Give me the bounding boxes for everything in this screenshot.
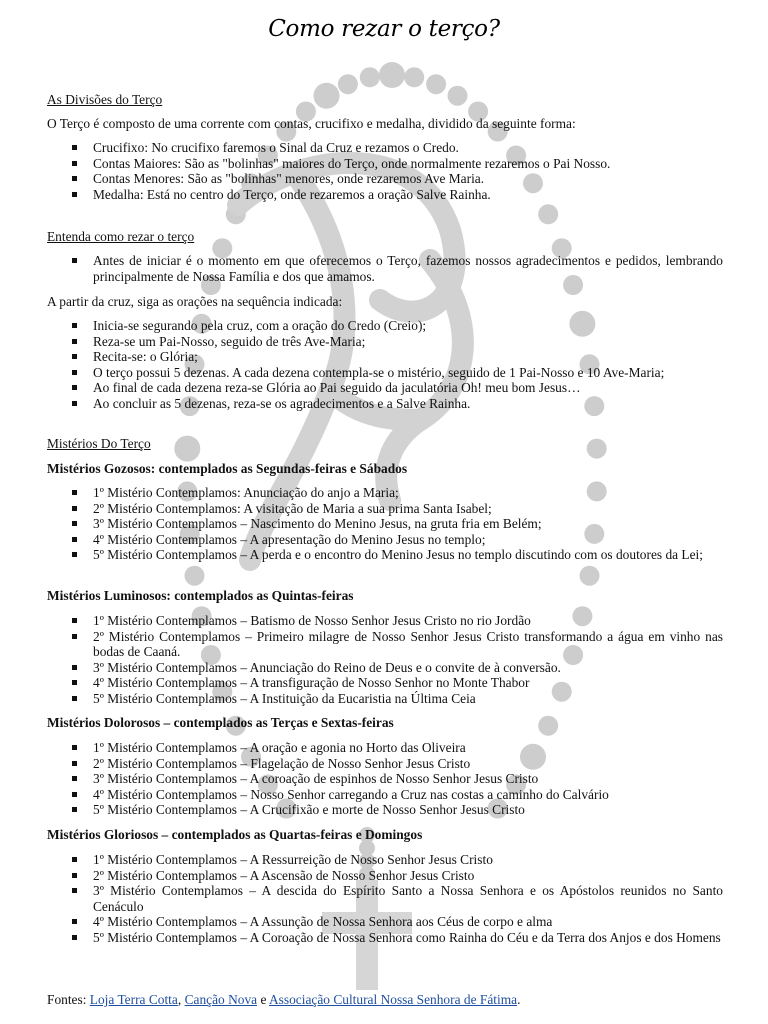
source-link-terra-cotta[interactable]: Loja Terra Cotta xyxy=(89,992,178,1007)
sources-label: Fontes: xyxy=(47,992,87,1007)
list-item: 5º Mistério Contemplamos – A Coroação de Nossa Senhora como Rainha do Céu e da Terra dos Anjos e dos Homens xyxy=(47,930,723,946)
how-to-heading: Entenda como rezar o terço xyxy=(47,229,195,244)
list-item: 5º Mistério Contemplamos – A perda e o encontro do Menino Jesus no templo discutindo com os doutores da Lei; xyxy=(47,547,723,563)
list-item: 1º Mistério Contemplamos – A oração e agonia no Horto das Oliveira xyxy=(47,740,723,756)
list-item: Medalha: Está no centro do Terço, onde rezaremos a oração Salve Rainha. xyxy=(47,187,723,203)
sources-footer xyxy=(47,992,727,1008)
divisions-heading: As Divisões do Terço xyxy=(47,92,163,107)
source-link-nossa-senhora-fatima[interactable]: Associação Cultural Nossa Senhora de Fátima xyxy=(269,992,518,1007)
mysteries-heading: Mistérios Do Terço xyxy=(47,436,151,451)
list-item: Reza-se um Pai-Nosso, seguido de três Ave-Maria; xyxy=(47,334,723,350)
list-item: 2º Mistério Contemplamos – A Ascensão de Nosso Senhor Jesus Cristo xyxy=(47,868,723,884)
list-item: 1º Mistério Contemplamos: Anunciação do anjo a Maria; xyxy=(47,485,723,501)
luminosos-list xyxy=(47,613,723,707)
list-item: 2º Mistério Contemplamos – Primeiro milagre de Nosso Senhor Jesus Cristo transformando a água em vinho nas bodas de Caaná. xyxy=(47,629,723,660)
page-title: Como rezar o terço? xyxy=(268,16,500,42)
list-item: Antes de iniciar é o momento em que oferecemos o Terço, fazemos nossos agradecimentos e pedidos, lembrando principalmente de Nossa Família e dos que amamos. xyxy=(47,253,723,284)
list-item: 2º Mistério Contemplamos: A visitação de Maria a sua prima Santa Isabel; xyxy=(47,501,723,517)
list-item: 1º Mistério Contemplamos – A Ressurreição de Nosso Senhor Jesus Cristo xyxy=(47,852,723,868)
group-title-luminosos: Mistérios Luminosos: contemplados as Quintas-feiras xyxy=(47,588,354,603)
list-item: 3º Mistério Contemplamos – Anunciação do Reino de Deus e o convite de à conversão. xyxy=(47,660,723,676)
divisions-list xyxy=(47,140,723,202)
list-item: 2º Mistério Contemplamos – Flagelação de Nosso Senhor Jesus Cristo xyxy=(47,756,723,772)
list-item: O terço possui 5 dezenas. A cada dezena contempla-se o mistério, seguido de 1 Pai-Nosso e 10 Ave-Maria; xyxy=(47,365,723,381)
group-title-gozosos: Mistérios Gozosos: contemplados as Segundas-feiras e Sábados xyxy=(47,461,408,476)
list-item: 4º Mistério Contemplamos – Nosso Senhor carregando a Cruz nas costas a caminho do Calvário xyxy=(47,787,723,803)
list-item: 4º Mistério Contemplamos – A transfiguração de Nosso Senhor no Monte Thabor xyxy=(47,675,723,691)
sequence-intro: A partir da cruz, siga as orações na sequência indicada: xyxy=(47,294,343,309)
list-item: 4º Mistério Contemplamos – A apresentação do Menino Jesus no templo; xyxy=(47,532,723,548)
how-to-intro-list xyxy=(47,253,723,284)
list-item: Crucifixo: No crucifixo faremos o Sinal da Cruz e rezamos o Credo. xyxy=(47,140,723,156)
list-item: Contas Menores: São as "bolinhas" menores, onde rezaremos Ave Maria. xyxy=(47,171,723,187)
gozosos-list xyxy=(47,485,723,563)
list-item: Contas Maiores: São as "bolinhas" maiores do Terço, onde normalmente rezaremos o Pai Nosso. xyxy=(47,156,723,172)
dolorosos-list xyxy=(47,740,723,818)
list-item: 5º Mistério Contemplamos – A Crucifixão e morte de Nosso Senhor Jesus Cristo xyxy=(47,802,723,818)
list-item: 1º Mistério Contemplamos – Batismo de Nosso Senhor Jesus Cristo no rio Jordão xyxy=(47,613,723,629)
list-item: Ao concluir as 5 dezenas, reza-se os agradecimentos e a Salve Rainha. xyxy=(47,396,723,412)
separator: . xyxy=(517,992,521,1007)
separator: , xyxy=(177,992,182,1007)
source-link-cancao-nova[interactable]: Canção Nova xyxy=(184,992,258,1007)
list-item: 5º Mistério Contemplamos – A Instituição da Eucaristia na Última Ceia xyxy=(47,691,723,707)
list-item: 3º Mistério Contemplamos – Nascimento do Menino Jesus, na gruta fria em Belém; xyxy=(47,516,723,532)
list-item: 3º Mistério Contemplamos – A descida do Espírito Santo a Nossa Senhora e os Apóstolos reunidos no Santo Cenáculo xyxy=(47,883,723,914)
list-item: 3º Mistério Contemplamos – A coroação de espinhos de Nosso Senhor Jesus Cristo xyxy=(47,771,723,787)
steps-list xyxy=(47,318,723,412)
separator: e xyxy=(260,992,267,1007)
group-title-gloriosos: Mistérios Gloriosos – contemplados as Quartas-feiras e Domingos xyxy=(47,827,423,842)
list-item: Inicia-se segurando pela cruz, com a oração do Credo (Creio); xyxy=(47,318,723,334)
divisions-intro: O Terço é composto de uma corrente com contas, crucifixo e medalha, dividido da seguinte forma: xyxy=(47,116,576,131)
group-title-dolorosos: Mistérios Dolorosos – contemplados as Terças e Sextas-feiras xyxy=(47,715,394,730)
gloriosos-list xyxy=(47,852,723,946)
list-item: Ao final de cada dezena reza-se Glória ao Pai seguido da jaculatória Oh! meu bom Jesus… xyxy=(47,380,723,396)
list-item: Recita-se: o Glória; xyxy=(47,349,723,365)
list-item: 4º Mistério Contemplamos – A Assunção de Nossa Senhora aos Céus de corpo e alma xyxy=(47,914,723,930)
